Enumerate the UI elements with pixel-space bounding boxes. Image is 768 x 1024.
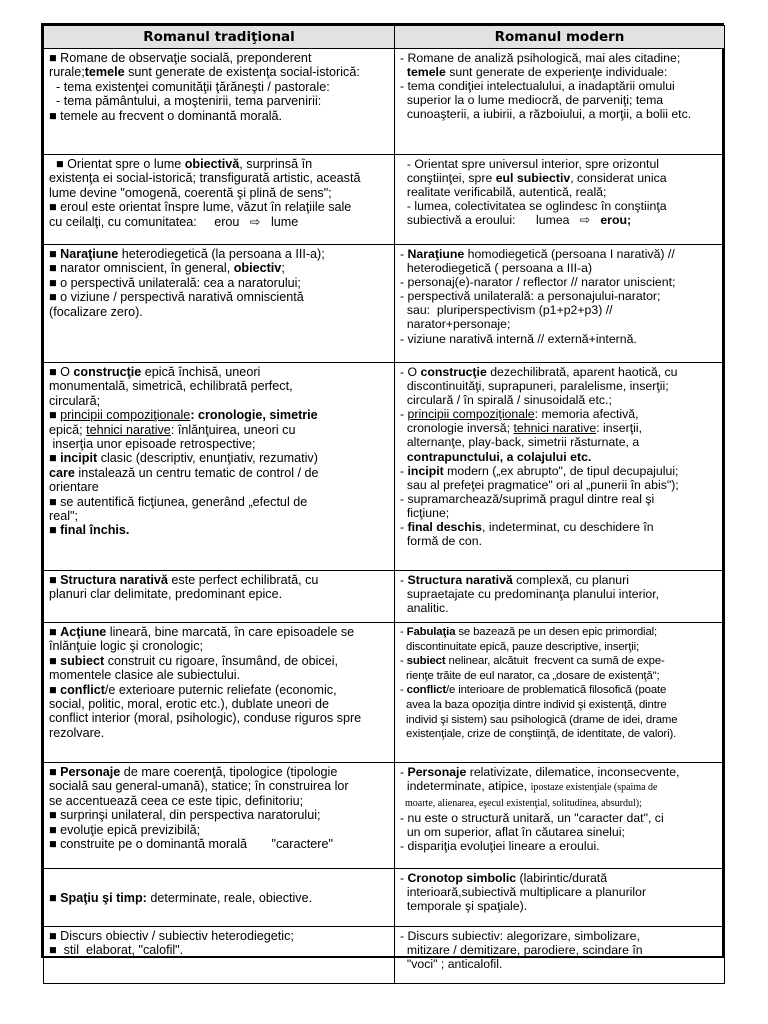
- cell-line: [400, 365, 720, 379]
- text-span: - tema condiţiei intelectualului, a inadaptării omului: [400, 79, 675, 94]
- traditional-cell: [44, 623, 395, 763]
- text-span: , considerat unica: [570, 171, 667, 186]
- cell-line: [49, 779, 390, 793]
- text-span: -: [400, 247, 408, 261]
- cell-line: [400, 492, 720, 506]
- text-span: (focalizare zero).: [49, 304, 143, 319]
- cell-line: [400, 727, 720, 742]
- text-span: - O: [400, 365, 421, 379]
- text-span: construit cu rigoare, însumând, de obicei,: [104, 653, 339, 668]
- cell-line: [49, 929, 390, 943]
- text-span: heterodiegetică ( persoana a III-a): [400, 261, 593, 276]
- text-span: cu ceilalţi, cu comunitatea: erou ⇨ lume: [49, 214, 299, 229]
- text-span: subiect: [60, 653, 105, 668]
- text-span: temele: [84, 65, 125, 80]
- text-span: complexă, cu planuri: [512, 573, 629, 587]
- cell-line: [49, 247, 390, 261]
- cell-line: [49, 200, 390, 214]
- modern-cell: [395, 571, 725, 623]
- text-span: - tema existenţei comunităţii ţărăneşti / pastorale:: [49, 79, 330, 94]
- text-span: : înlănţuirea, uneori cu: [170, 422, 296, 437]
- cell-line: [400, 943, 720, 957]
- text-span: epică închisă, uneori: [141, 365, 261, 379]
- table-row: [44, 927, 725, 984]
- cell-line: [49, 365, 390, 379]
- text-span: existenţa ei social-istorică; transfigurată artistic, această: [49, 171, 361, 186]
- text-span: subiectivă a eroului: lumea ⇨: [400, 213, 601, 228]
- cell-line: [49, 480, 390, 494]
- cell-line: [400, 640, 720, 655]
- text-span: planuri clar delimitate, predominant epice.: [49, 587, 283, 602]
- modern-cell: [395, 49, 725, 155]
- cell-line: [400, 289, 720, 303]
- text-span: conflict: [60, 682, 105, 697]
- text-span: Fabulaţia: [406, 626, 456, 638]
- text-span: determinate, reale, obiective.: [146, 891, 313, 906]
- cell-line: [400, 929, 720, 943]
- cell-line: [400, 885, 720, 899]
- text-span: sunt generate de existenţa social-istorică:: [124, 65, 360, 80]
- text-span: rezolvare.: [49, 725, 105, 740]
- cell-line: [400, 65, 720, 79]
- text-span: temele: [406, 65, 446, 80]
- text-span: este perfect echilibrată, cu: [167, 573, 319, 587]
- table-row: [44, 869, 725, 927]
- cell-line: [49, 495, 390, 509]
- text-span: heterodiegetică (la persoana a III-a);: [118, 247, 325, 261]
- traditional-cell: [44, 49, 395, 155]
- cell-line: [400, 871, 720, 885]
- text-span: înlănţuie logic şi cronologic;: [49, 639, 204, 654]
- text-span: dezechilibrată, aparent haotică, cu: [486, 365, 678, 379]
- cell-line: [49, 625, 390, 639]
- text-span: final deschis: [407, 520, 483, 535]
- text-span: lineară, bine marcată, în care episoadele se: [106, 625, 355, 639]
- cell-line: [49, 509, 390, 523]
- cell-line: [400, 317, 720, 331]
- text-span: conflict interior (moral, psihologic), conduse riguros spre: [49, 711, 362, 726]
- text-span: ■ Orientat spre o lume: [49, 157, 185, 171]
- text-span: incipit: [407, 463, 444, 478]
- text-span: rurale;: [49, 65, 85, 80]
- text-span: ■ se autentifică ficţiunea, generând „efectul de: [49, 494, 308, 509]
- text-span: -: [400, 573, 408, 587]
- cell-line: [49, 683, 390, 697]
- table-row: [44, 49, 725, 155]
- cell-line: [49, 943, 390, 957]
- text-span: : cronologie, simetrie: [190, 408, 318, 423]
- text-span: momentele clasice ale subiectului.: [49, 668, 241, 683]
- cell-line: [49, 437, 390, 451]
- cell-line: [400, 107, 720, 121]
- text-span: cunoaşterii, a iubirii, a războiului, a morţii, a bolii etc.: [400, 107, 692, 122]
- text-span: de mare coerenţă, tipologice (tipologie: [120, 765, 338, 779]
- cell-line: [49, 157, 390, 171]
- text-span: tehnici narative: [513, 421, 597, 436]
- text-span: ■: [49, 765, 61, 779]
- cell-line: [49, 305, 390, 319]
- traditional-cell: [44, 363, 395, 571]
- cell-line: [49, 290, 390, 304]
- text-span: nelinear, alcătuit frecvent ca sumă de expe-: [445, 655, 665, 668]
- text-span: ■: [49, 451, 61, 466]
- text-span: contrapunctului, a colajului etc.: [400, 449, 592, 464]
- cell-line: [49, 451, 390, 465]
- header-traditional: Romanul tradiţional: [44, 26, 395, 49]
- text-span: - nu este o structură unitară, un "caracter dat", ci: [400, 811, 664, 826]
- cell-line: [400, 51, 720, 65]
- text-span: principii compoziţionale: [407, 407, 535, 422]
- cell-line: [400, 587, 720, 601]
- text-span: Personaje: [407, 765, 467, 779]
- cell-line: [400, 199, 720, 213]
- cell-line: [49, 379, 390, 393]
- text-span: [400, 65, 407, 79]
- cell-line: [400, 303, 720, 317]
- text-span: -: [400, 684, 407, 697]
- cell-line: [49, 186, 390, 200]
- cell-line: [49, 823, 390, 837]
- text-span: ficţiune;: [400, 505, 450, 520]
- text-span: ■: [49, 573, 61, 587]
- cell-line: [400, 795, 720, 811]
- cell-line: [49, 408, 390, 422]
- text-span: discontinuităţi, suprapuneri, paralelisme, inserţii;: [400, 379, 669, 394]
- text-span: inserţia unor episoade retrospective;: [49, 437, 256, 452]
- text-span: ■: [49, 408, 61, 423]
- text-span: ■ surprinşi unilateral, din perspectiva naratorului;: [49, 808, 321, 823]
- text-span: un om superior, aflat în căutarea sinelui;: [400, 825, 625, 840]
- cell-line: [49, 65, 390, 79]
- text-span: -: [400, 463, 408, 478]
- table-row: [44, 623, 725, 763]
- text-span: epică;: [49, 422, 87, 437]
- cell-line: [49, 51, 390, 65]
- text-span: real";: [49, 509, 78, 524]
- cell-line: [49, 668, 390, 682]
- cell-line: [400, 157, 720, 171]
- cell-line: [49, 261, 390, 275]
- text-span: - perspectivă unilaterală: a personajului-narator;: [400, 289, 661, 304]
- text-span: lume devine "omogenă, coerentă şi plină de sens";: [49, 185, 332, 200]
- modern-cell: [395, 927, 725, 984]
- text-span: cronologie inversă;: [400, 421, 514, 436]
- text-span: instalează un centru tematic de control / de: [74, 465, 319, 480]
- text-span: avea la baza opoziţia dintre individ şi existenţă, dintre: [400, 698, 667, 711]
- text-span: conştiinţei, spre: [400, 171, 496, 186]
- cell-line: [400, 825, 720, 839]
- cell-line: [49, 109, 390, 123]
- text-span: ■ evoluţie epică previzibilă;: [49, 822, 201, 837]
- cell-line: [400, 421, 720, 435]
- text-span: Naraţiune: [407, 247, 465, 261]
- text-span: se bazează pe un desen epic primordial;: [455, 626, 658, 638]
- text-span: conflict: [406, 684, 446, 697]
- cell-line: [49, 726, 390, 740]
- text-span: ;: [281, 261, 285, 276]
- text-span: supraetajate cu predominanţa planului interior,: [400, 587, 660, 602]
- cell-line: [400, 601, 720, 615]
- modern-cell: [395, 245, 725, 363]
- text-span: relativizate, dilematice, inconsecvente,: [466, 765, 680, 779]
- text-span: -: [400, 765, 408, 779]
- text-span: sau al prefeţei pragmatice" ori al „punerii în abis");: [400, 477, 679, 492]
- text-span: - supramarchează/suprimă pragul dintre real şi: [400, 491, 655, 506]
- text-span: Structura narativă: [407, 573, 513, 587]
- text-span: ■: [49, 625, 61, 639]
- text-span: se accentuează ceea ce este tipic, definitoriu;: [49, 793, 304, 808]
- text-span: , indeterminat, cu deschidere în: [482, 520, 654, 535]
- cell-line: [400, 811, 720, 825]
- cell-line: [400, 275, 720, 289]
- comparison-table: [41, 23, 724, 972]
- cell-line: [400, 713, 720, 728]
- cell-line: [400, 261, 720, 275]
- text-span: -: [400, 871, 408, 885]
- text-span: Cronotop simbolic: [407, 871, 517, 885]
- traditional-cell: [44, 763, 395, 869]
- text-span: ■ Romane de observaţie socială, preponderent: [49, 51, 312, 65]
- text-span: principii compoziţionale: [60, 408, 191, 423]
- cell-line: [400, 213, 720, 227]
- text-span: - Orientat spre universul interior, spre orizontul: [400, 157, 660, 171]
- text-span: ■ eroul este orientat înspre lume, văzut în relaţiile sale: [49, 200, 352, 215]
- text-span: temporale şi spaţiale).: [400, 899, 528, 914]
- cell-line: [49, 94, 390, 108]
- cell-line: [400, 185, 720, 199]
- cell-line: [400, 393, 720, 407]
- text-span: - Romane de analiză psihologică, mai ales citadine;: [400, 51, 681, 65]
- text-span: ■ O: [49, 365, 74, 379]
- text-span: rienţe trăite de eul narator, ca „dosare de existenţă";: [400, 669, 660, 682]
- cell-line: [400, 669, 720, 684]
- traditional-cell: [44, 571, 395, 623]
- cell-line: [400, 435, 720, 449]
- cell-line: [400, 698, 720, 713]
- text-span: ■ o viziune / perspectivă narativă omniscientă: [49, 290, 304, 305]
- text-span: ■: [49, 682, 61, 697]
- text-span: clasic (descriptiv, enunţiativ, rezumativ): [97, 451, 318, 466]
- cell-line: [400, 379, 720, 393]
- text-span: obiectivă: [184, 157, 240, 171]
- text-span: /e exterioare puternic reliefate (economic,: [104, 682, 337, 697]
- cell-line: [49, 276, 390, 290]
- header-modern: Romanul modern: [395, 26, 725, 49]
- text-span: interioară,subiectivă multiplicare a planurilor: [400, 885, 647, 900]
- text-span: Spaţiu şi timp:: [60, 891, 147, 906]
- text-span: : inserţii,: [596, 421, 642, 436]
- text-span: orientare: [49, 480, 99, 495]
- traditional-cell: [44, 245, 395, 363]
- text-span: incipit: [60, 451, 98, 466]
- text-span: modern („ex abrupto", de tipul decupajului;: [443, 463, 679, 478]
- cell-line: [400, 247, 720, 261]
- text-span: ■: [49, 247, 61, 261]
- cell-line: [400, 450, 720, 464]
- text-span: ■ construite pe o dominantă morală "caractere": [49, 837, 333, 852]
- text-span: final închis.: [60, 523, 130, 538]
- table-body: [44, 49, 725, 984]
- table-row: [44, 571, 725, 623]
- cell-line: [400, 683, 720, 698]
- text-span: - Discurs subiectiv: alegorizare, simbolizare,: [400, 929, 640, 943]
- cell-line: [49, 215, 390, 229]
- text-span: Personaje: [60, 765, 121, 779]
- cell-line: [400, 654, 720, 669]
- cell-line: [400, 506, 720, 520]
- cell-line: [400, 407, 720, 421]
- text-span: "voci" ; anticalofil.: [400, 957, 503, 972]
- cell-line: [400, 573, 720, 587]
- cell-line: [49, 837, 390, 851]
- text-span: discontinuitate epică, pauze descriptive, inserţii;: [400, 640, 639, 653]
- text-span: Structura narativă: [60, 573, 168, 587]
- text-span: - viziune narativă internă // externă+internă.: [400, 331, 637, 346]
- text-span: formă de con.: [400, 534, 483, 549]
- text-span: care: [49, 465, 75, 480]
- text-span: tehnici narative: [86, 422, 171, 437]
- cell-line: [49, 466, 390, 480]
- text-span: -: [400, 655, 407, 668]
- modern-cell: [395, 155, 725, 245]
- text-span: ■ stil elaborat, "calofil".: [49, 943, 184, 958]
- text-span: - personaj(e)-narator / reflector // narator uniscient;: [400, 275, 676, 290]
- text-span: subiect: [406, 655, 446, 668]
- modern-cell: [395, 869, 725, 927]
- text-span: indeterminate, atipice,: [400, 779, 531, 794]
- cell-line: [49, 523, 390, 537]
- text-span: eul subiectiv: [495, 171, 571, 186]
- cell-line: [400, 520, 720, 534]
- text-span: /e interioare de problematică filosofică (poate: [445, 684, 667, 697]
- text-span: ■ narator omniscient, în general,: [49, 261, 234, 276]
- text-span: social, politic, moral, erotic etc.), dublate uneori de: [49, 697, 329, 712]
- cell-line: [49, 891, 390, 905]
- cell-line: [49, 808, 390, 822]
- cell-line: [400, 478, 720, 492]
- traditional-cell: [44, 869, 395, 927]
- table-row: [44, 155, 725, 245]
- cell-line: [400, 899, 720, 913]
- cell-line: [49, 171, 390, 185]
- cell-line: [400, 332, 720, 346]
- text-span: ■ Discurs obiectiv / subiectiv heterodiegetic;: [49, 929, 294, 943]
- cell-line: [49, 794, 390, 808]
- cell-line: [400, 464, 720, 478]
- text-span: superior la o lume mediocră, de parveniţi; tema: [400, 93, 664, 108]
- modern-cell: [395, 623, 725, 763]
- cell-line: [49, 394, 390, 408]
- cell-line: [49, 587, 390, 601]
- text-span: ■: [49, 523, 61, 538]
- table-row: [44, 363, 725, 571]
- cell-line: [49, 711, 390, 725]
- text-span: -: [400, 520, 408, 535]
- text-span: -: [400, 626, 407, 638]
- text-span: moarte, alienarea, eşecul existenţial, solitudinea, absurdul);: [400, 798, 642, 810]
- text-span: construcţie: [420, 365, 487, 379]
- text-span: monumentală, simetrică, echilibrată perfect,: [49, 379, 293, 394]
- cell-line: [400, 957, 720, 971]
- text-span: : memoria afectivă,: [534, 407, 639, 422]
- text-span: sau: pluriperspectivism (p1+p2+p3) //: [400, 303, 613, 318]
- text-span: circulară;: [49, 393, 101, 408]
- modern-cell: [395, 363, 725, 571]
- text-span: - tema pământului, a moştenirii, tema parvenirii:: [49, 94, 322, 109]
- text-span: Naraţiune: [60, 247, 119, 261]
- text-span: sunt generate de experienţe individuale:: [445, 65, 668, 80]
- table-row: [44, 763, 725, 869]
- cell-line: [49, 765, 390, 779]
- cell-line: [400, 93, 720, 107]
- text-span: mitizare / demitizare, parodiere, scindare în: [400, 943, 643, 958]
- modern-cell: [395, 763, 725, 869]
- cell-line: [400, 765, 720, 779]
- text-span: (labirintic/durată: [516, 871, 608, 885]
- text-span: , surprinsă în: [239, 157, 313, 171]
- cell-line: [400, 779, 720, 795]
- cell-line: [49, 639, 390, 653]
- traditional-cell: [44, 927, 395, 984]
- text-span: ■ o perspectivă unilaterală: cea a naratorului;: [49, 275, 301, 290]
- text-span: Acţiune: [60, 625, 107, 639]
- cell-line: [49, 654, 390, 668]
- text-span: realitate verificabilă, autentică, reală;: [400, 185, 607, 200]
- text-span: alternanţe, play-back, simetrii răsturnate, a: [400, 435, 640, 450]
- text-span: construcţie: [73, 365, 142, 379]
- text-span: narator+personaje;: [400, 317, 511, 332]
- cell-line: [49, 573, 390, 587]
- text-span: obiectiv: [233, 261, 282, 276]
- text-span: erou;: [600, 213, 632, 228]
- text-span: analitic.: [400, 601, 449, 616]
- text-span: ■: [49, 653, 61, 668]
- text-span: ipostaze existenţiale (spaima de: [530, 782, 658, 794]
- table-row: [44, 245, 725, 363]
- cell-line: [49, 80, 390, 94]
- text-span: ■ temele au frecvent o dominantă morală.: [49, 108, 283, 123]
- text-span: - dispariţia evoluţiei lineare a eroului.: [400, 839, 600, 854]
- cell-line: [49, 697, 390, 711]
- text-span: homodiegetică (persoana I narativă) //: [464, 247, 675, 261]
- cell-line: [400, 79, 720, 93]
- text-span: circulară / în spirală / sinusoidală etc.;: [400, 393, 612, 408]
- text-span: existenţiale, crize de conştiinţă, de identitate, de valori).: [400, 728, 677, 741]
- text-span: socială sau general-umană), statice; în construirea lor: [49, 779, 349, 794]
- cell-line: [49, 423, 390, 437]
- text-span: -: [400, 407, 408, 422]
- cell-line: [400, 625, 720, 640]
- text-span: ■: [49, 891, 61, 906]
- cell-line: [400, 171, 720, 185]
- cell-line: [400, 534, 720, 548]
- traditional-cell: [44, 155, 395, 245]
- text-span: individ şi sistem) sau psihologică (drame de idei, drame: [400, 713, 678, 726]
- cell-line: [400, 839, 720, 853]
- text-span: - lumea, colectivitatea se oglindesc în conştiinţa: [400, 199, 667, 214]
- header-row: [44, 26, 725, 49]
